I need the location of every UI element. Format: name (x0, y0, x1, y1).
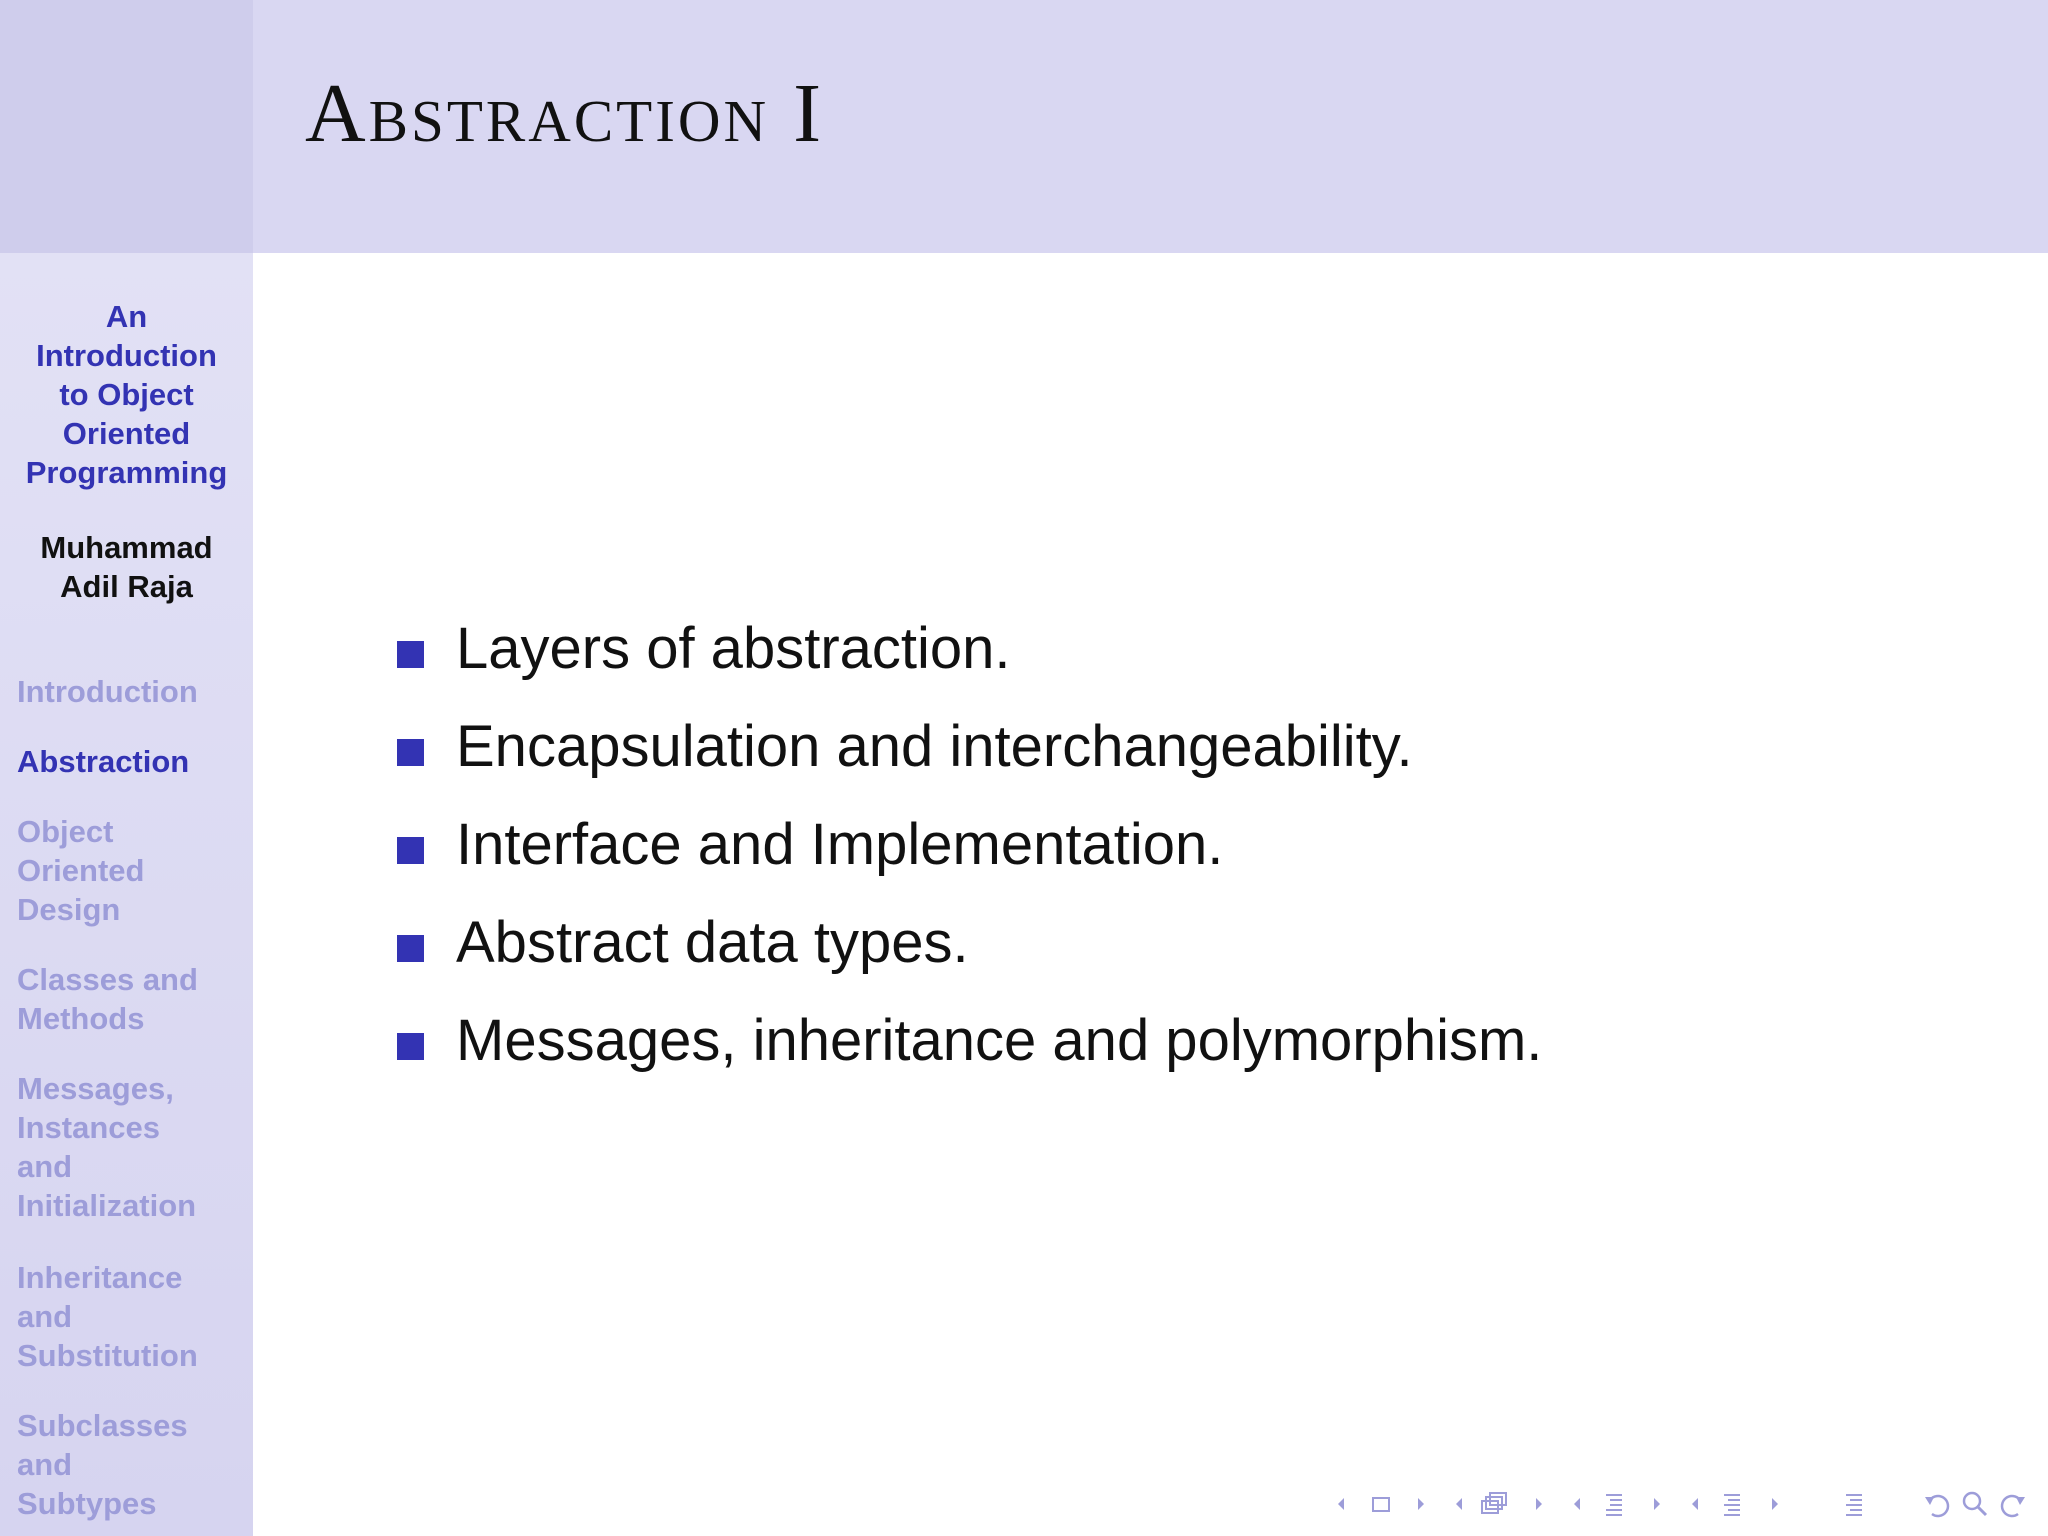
sidebar-item-label: Messages, (17, 1071, 174, 1106)
sidebar-item-object-oriented-design[interactable] (17, 812, 247, 929)
first-slide-icon[interactable] (1334, 1488, 1444, 1520)
document-icon[interactable] (1838, 1488, 1878, 1520)
sidebar-item-label: Subclasses (17, 1408, 188, 1443)
sidebar-item-messages-instances-initialization[interactable] (17, 1069, 247, 1225)
square-bullet-icon (397, 837, 424, 864)
sidebar-item-label: and (17, 1149, 73, 1184)
bullet-item (397, 600, 1542, 698)
sidebar-item-label: Initialization (17, 1188, 197, 1223)
author-line: Muhammad (40, 530, 213, 565)
document-author (0, 528, 253, 606)
bullet-list (397, 600, 1542, 1090)
frame-title: Abstraction I (305, 67, 825, 160)
sidebar-item-label: Classes and (17, 962, 198, 997)
sidebar-item-label: Methods (17, 1001, 145, 1036)
sidebar-item-label: Object (17, 814, 114, 849)
sidebar-item-label: and (17, 1447, 73, 1482)
sidebar-item-label: Abstraction (17, 744, 190, 779)
sidebar-item-inheritance-and-substitution[interactable] (17, 1258, 247, 1375)
sidebar-item-label: Oriented (17, 853, 145, 888)
document-title-line: Oriented (62, 416, 191, 451)
bullet-item (397, 992, 1542, 1090)
sidebar-item-label: Introduction (17, 674, 198, 709)
redo-icon[interactable] (1994, 1488, 2028, 1520)
header-corner (0, 0, 253, 253)
section-icon[interactable] (1688, 1488, 1798, 1520)
sidebar-item-label: Substitution (17, 1338, 198, 1373)
bullet-item (397, 796, 1542, 894)
sidebar-item-introduction[interactable] (17, 672, 247, 711)
subsection-icon[interactable] (1570, 1488, 1680, 1520)
document-title-line: Programming (25, 455, 228, 490)
search-icon[interactable] (1958, 1488, 1992, 1520)
sidebar-item-abstraction[interactable] (17, 742, 247, 781)
sidebar-item-label: Subtypes (17, 1486, 157, 1521)
bullet-item (397, 698, 1542, 796)
author-line: Adil Raja (60, 569, 193, 604)
document-title-line: An (105, 299, 148, 334)
bullet-text: Interface and Implementation. (456, 812, 1224, 877)
sidebar-item-subclasses-and-subtypes[interactable] (17, 1406, 247, 1523)
document-title-line: Introduction (36, 338, 217, 373)
sidebar-item-label: Inheritance (17, 1260, 183, 1295)
square-bullet-icon (397, 1033, 424, 1060)
bullet-item (397, 894, 1542, 992)
sidebar-item-classes-and-methods[interactable] (17, 960, 247, 1038)
square-bullet-icon (397, 935, 424, 962)
bullet-text: Layers of abstraction. (456, 616, 1011, 681)
frame-icon[interactable] (1452, 1488, 1562, 1520)
document-title-line: to Object (59, 377, 194, 412)
sidebar-item-label: and (17, 1299, 73, 1334)
bullet-text: Messages, inheritance and polymorphism. (456, 1008, 1543, 1073)
bullet-text: Encapsulation and interchangeability. (456, 714, 1413, 779)
document-title[interactable] (0, 297, 253, 492)
square-bullet-icon (397, 739, 424, 766)
sidebar-item-label: Instances (17, 1110, 161, 1145)
undo-icon[interactable] (1922, 1488, 1956, 1520)
bullet-text: Abstract data types. (456, 910, 969, 975)
square-bullet-icon (397, 641, 424, 668)
sidebar-item-label: Design (17, 892, 121, 927)
